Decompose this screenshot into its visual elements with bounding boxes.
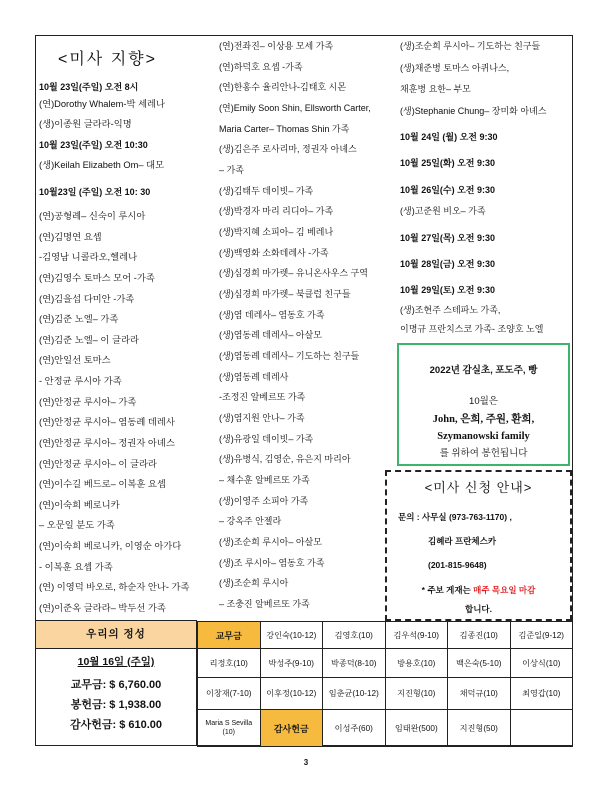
contact-office: 문의 : 사무실 (973-763-1170) , [398,512,512,522]
donor-cell: 이창재(7-10) [198,678,261,710]
table-label-cell: 감사헌금 [260,710,323,747]
intention-line: (연)김을섭 다미안 -가족 [39,294,135,304]
donor-cell: 박성주(9-10) [260,649,323,678]
intention-line: (생)이영주 소피아 가족 [219,496,309,506]
intention-line: (생)염동례 데레사– 기도하는 친구들 [219,351,360,361]
intention-line: (생)염지원 안나– 가족 [219,413,305,423]
deadline-notice [387,584,570,596]
intention-line: (연)전좌진– 이상용 모세 가족 [219,41,334,51]
intention-line: (생)고준원 비오– 가족 [400,206,486,216]
mass-date-heading: 10월 25일(화) 오전 9:30 [400,158,496,168]
mass-date-heading: 10월23일 (주일) 오전 10: 30 [39,187,151,197]
intention-line: - 이복훈 요셉 가족 [39,562,113,572]
intention-line: (생)Stephanie Chung– 장미화 아녜스 [400,106,547,116]
donor-cell: 최영갑(10) [510,678,573,710]
intention-line: – 가족 [219,165,244,175]
donor-cell: 이상식(10) [510,649,573,678]
intention-line: (생)Keilah Elizabeth Om– 대모 [39,160,165,170]
intention-line: (연)안정균 루시아– 가족 [39,397,137,407]
intention-line: (연)이준옥 글라라– 박두선 가족 [39,603,166,613]
empty-cell [510,710,573,747]
altar-offering-donors: John, 은희, 주원, 환희, [432,414,535,425]
offering-total: 봉헌금: $ 1,938.00 [70,699,162,711]
intention-line: Maria Carter– Thomas Shin 가족 [219,124,350,134]
intention-line: – 오문일 분도 가족 [39,520,115,530]
intention-line: (생)염 데레사– 염동호 가족 [219,310,325,320]
altar-offering-month: 10월은 [469,396,498,407]
intention-line: (연)안정균 루시아– 정권자 아녜스 [39,438,175,448]
intention-line: (생)김태두 데이빗– 가족 [219,186,314,196]
offering-total: 교무금: $ 6,760.00 [70,679,162,691]
donor-cell: 채덕규(10) [448,678,511,710]
donor-cell: 김우석(9-10) [385,622,448,649]
intention-line: (생)이종원 글라라-익명 [39,119,132,129]
intention-line: (생)조현주 스테파노 가족, [400,305,501,315]
intention-line: – 조충진 알베르또 가족 [219,599,310,609]
donor-cell: 리정호(10) [198,649,261,678]
mass-request-title: <미사 신청 안내> [424,480,533,495]
intention-line: (연)Dorothy Whalem-박 세레나 [39,99,166,109]
table-row [198,678,573,710]
table-row [198,649,573,678]
intention-line: (연)김영수 토마스 모어 -가족 [39,273,155,283]
mass-date-heading: 10월 23일(주일) 오전 8시 [39,82,139,92]
mass-date-heading: 10월 27일(목) 오전 9:30 [400,233,496,243]
donor-cell: 김준일(9-12) [510,622,573,649]
intention-line: (생)심경희 마가렛– 유니온사우스 구역 [219,268,368,278]
intention-line: – 채수훈 알베르또 가족 [219,475,310,485]
contact-name: 김혜라 프란체스카 [428,536,497,546]
intention-line: (연)이숙희 베로니카 [39,500,120,510]
intention-line: (연)김준 노엘– 가족 [39,314,119,324]
donor-cell: 임춘균(10-12) [323,678,386,710]
intention-line: (생)박지혜 소피아– 김 베레나 [219,227,334,237]
deadline-suffix: 합니다. [465,604,492,614]
mass-date-heading: 10월 23일(주일) 오전 10:30 [39,140,148,150]
intention-line: - 안정균 루시아 가족 [39,376,122,386]
deadline-highlight: 매주 목요일 마감 [473,585,536,595]
intention-line: (생)염동례 데레사– 아살모 [219,330,322,340]
intention-line: (연)한홍수 율리안나-김태호 시몬 [219,82,347,92]
table-row [198,622,573,649]
donor-cell: 임태완(500) [385,710,448,747]
mass-date-heading: 10월 26일(수) 오전 9:30 [400,185,496,195]
intention-line: (생)심경희 마가렛– 북클럽 친구들 [219,289,351,299]
intention-line: (생)조순희 루시아– 아살모 [219,537,322,547]
intention-line: (생)김은주 로사리마, 정권자 아녜스 [219,144,357,154]
intention-line: (생)조순희 루시아 [219,578,289,588]
intention-line: -조정진 알베르또 가족 [219,392,306,402]
donor-cell: 강인숙(10-12) [260,622,323,649]
offering-date: 10월 16일 (주일) [77,656,155,668]
intention-line: (생)조순희 루시아– 기도하는 친구들 [400,41,541,51]
intention-line: (연)공형례– 신숙이 루시아 [39,211,146,221]
altar-offering-box [397,343,570,466]
intention-line: (연)김준 노엘– 이 글라라 [39,335,139,345]
intention-line: (연)안정균 루시아– 염동례 데레사 [39,417,175,427]
donor-table [197,621,573,747]
intentions-column-1 [39,0,217,620]
intention-line: (생)채준병 토마스 아퀴나스, [400,63,510,73]
mass-request-box [385,470,572,621]
donor-cell: 이성주(60) [323,710,386,747]
donor-cell: 지진형(50) [448,710,511,747]
donor-cell: 박종덕(8-10) [323,649,386,678]
donor-cell: 백은숙(5-10) [448,649,511,678]
mass-date-heading: 10월 24일 (월) 오전 9:30 [400,132,498,142]
intention-line: (연)Emily Soon Shin, Ellsworth Carter, [219,103,371,113]
intention-line: (연)안정균 루시아– 이 글라라 [39,459,157,469]
intention-line: (생)유병식, 김영순, 유은지 마리아 [219,454,351,464]
intention-line: (연)안일선 토마스 [39,355,111,365]
donor-cell: 김종진(10) [448,622,511,649]
intention-line: -김영남 니콜라오,헬레나 [39,252,138,262]
donor-cell: 김영호(10) [323,622,386,649]
deadline-prefix: * 주보 게재는 [421,585,471,595]
intention-line: (연)하덕호 요셉 -가족 [219,62,303,72]
offering-total: 감사헌금: $ 610.00 [69,719,163,731]
intention-line: (생)백영화 소화데레사 -가족 [219,248,329,258]
our-offering-box [35,620,197,746]
altar-offering-title: 2022년 감실초, 포도주, 빵 [429,365,538,376]
mass-date-heading: 10월 29일(토) 오전 9:30 [400,285,496,295]
mass-intentions-title: <미사 지향> [58,51,157,68]
intention-line: (생)유광일 데이빗– 가족 [219,434,314,444]
intention-line: (연)김명연 요셉 [39,232,102,242]
intention-line: (연)이수길 베드로– 이복훈 요셉 [39,479,166,489]
our-offering-title: 우리의 정성 [36,621,196,649]
intention-line: (생)조 루시아– 염동호 가족 [219,558,325,568]
donor-cell: Maria S Sevilla (10) [198,710,261,747]
intention-line: (생)박경자 마리 리디아– 가족 [219,206,334,216]
intention-line: (연)이숙희 베로니카, 이영순 아가다 [39,541,182,551]
table-label-cell: 교무금 [198,622,261,649]
altar-offering-closing: 를 위하여 봉헌됩니다 [439,448,528,459]
donor-cell: 방용호(10) [385,649,448,678]
intention-line: 채훈병 요한– 부모 [400,84,471,94]
mass-date-heading: 10월 28일(금) 오전 9:30 [400,259,496,269]
altar-offering-donors: Szymanowski family [437,431,530,442]
contact-phone: (201-815-9648) [428,560,487,570]
intention-line: – 강옥주 안젤라 [219,516,282,526]
donor-cell: 지진형(10) [385,678,448,710]
intentions-column-2 [219,0,395,620]
intention-line: 이명규 프란치스코 가족- 조양호 노엘 [400,324,544,334]
intention-line: (연) 이영덕 바오로, 하순자 안나- 가족 [39,582,190,592]
page-number: 3 [303,758,309,767]
intention-line: (생)염동례 데레사 [219,372,289,382]
table-row [198,710,573,747]
donor-cell: 이후정(10-12) [260,678,323,710]
